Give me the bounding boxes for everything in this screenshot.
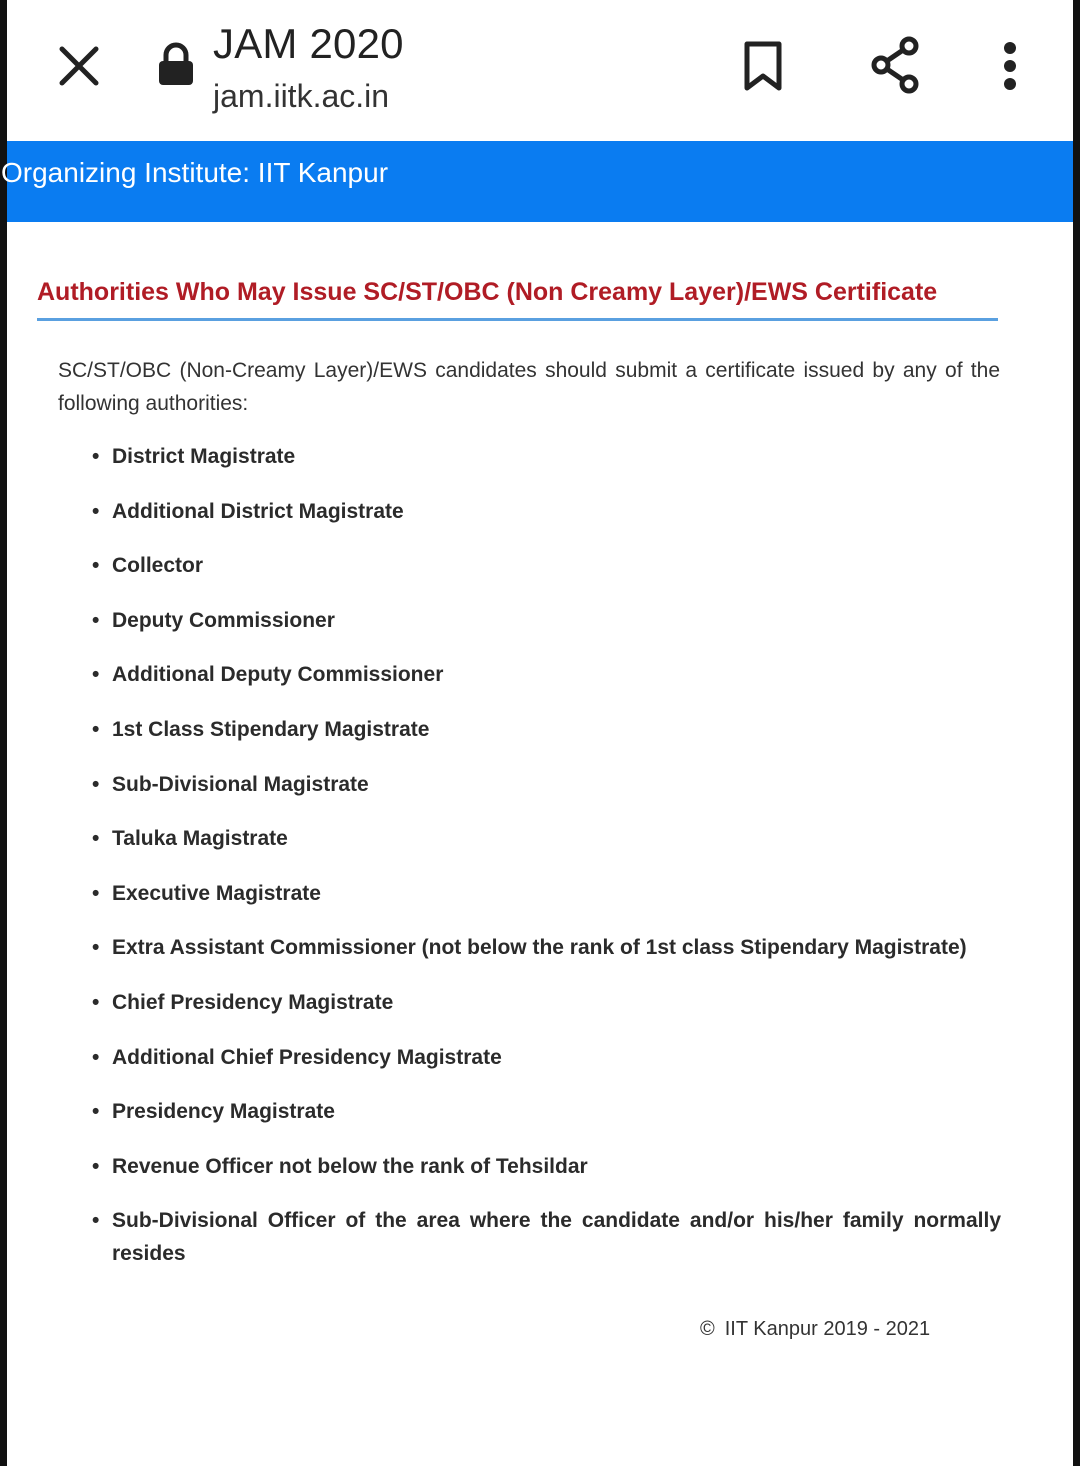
organizing-institute-banner <box>1 141 1073 222</box>
bullet: • <box>92 990 100 1014</box>
authority-label: Sub-Divisional Officer of the area where the candidate and/or his/her family normally resides <box>112 1209 1001 1266</box>
authority-label: 1st Class Stipendary Magistrate <box>112 717 430 741</box>
heading-divider <box>37 318 998 321</box>
footer-text: IIT Kanpur 2019 - 2021 <box>724 1318 931 1340</box>
authority-label: Executive Magistrate <box>112 881 321 905</box>
close-button[interactable] <box>51 38 107 94</box>
more-vert-icon <box>1002 42 1018 90</box>
authority-label: Extra Assistant Commissioner (not below the rank of 1st class Stipendary Magistrate) <box>112 936 967 960</box>
more-options-button[interactable] <box>995 36 1025 96</box>
authority-label: Additional District Magistrate <box>112 499 404 523</box>
footer-copyright <box>700 1314 930 1344</box>
bullet: • <box>92 663 100 687</box>
list-item <box>92 1204 1001 1270</box>
bullet: • <box>92 936 100 960</box>
list-item <box>92 877 1001 910</box>
page-url[interactable]: jam.iitk.ac.in <box>213 78 390 114</box>
screen-edge-left <box>0 0 7 1466</box>
bullet: • <box>92 827 100 851</box>
list-item <box>92 495 1001 528</box>
banner-text: Organizing Institute: IIT Kanpur <box>1 157 389 188</box>
intro-paragraph: SC/ST/OBC (Non-Creamy Layer)/EWS candidates should submit a certificate issued by any of the following authorities: <box>58 359 1000 415</box>
list-item <box>92 549 1001 582</box>
bullet: • <box>92 1209 100 1233</box>
page-title: JAM 2020 <box>213 20 404 67</box>
section-heading: Authorities Who May Issue SC/ST/OBC (Non Creamy Layer)/EWS Certificate <box>37 278 938 306</box>
browser-toolbar <box>7 0 1073 140</box>
authority-label: District Magistrate <box>112 445 296 468</box>
authority-label: Additional Chief Presidency Magistrate <box>112 1045 502 1069</box>
close-icon <box>59 46 99 86</box>
list-item <box>92 931 1001 964</box>
authority-label: Revenue Officer not below the rank of Tehsildar <box>112 1154 588 1178</box>
list-item <box>92 658 1001 691</box>
bullet: • <box>92 554 100 578</box>
list-item <box>92 440 1001 473</box>
bullet: • <box>92 608 100 632</box>
copyright-symbol: © <box>700 1318 715 1340</box>
bullet: • <box>92 1154 100 1178</box>
authority-label: Taluka Magistrate <box>112 827 288 851</box>
list-item <box>92 986 1001 1019</box>
list-item <box>92 1041 1001 1074</box>
list-item <box>92 1150 1001 1183</box>
lock-icon[interactable] <box>157 42 195 86</box>
authority-label: Sub-Divisional Magistrate <box>112 772 369 796</box>
authority-label: Deputy Commissioner <box>112 608 335 632</box>
page-info <box>213 18 404 118</box>
authority-label: Collector <box>112 554 204 578</box>
authority-label: Presidency Magistrate <box>112 1100 335 1124</box>
bullet: • <box>92 445 100 468</box>
bookmark-icon <box>743 40 783 92</box>
bullet: • <box>92 717 100 741</box>
share-icon <box>869 36 921 94</box>
bookmark-button[interactable] <box>735 36 791 96</box>
authorities-list <box>92 440 1001 1292</box>
list-item <box>92 822 1001 855</box>
bullet: • <box>92 881 100 905</box>
bullet: • <box>92 1045 100 1069</box>
list-item <box>92 1095 1001 1128</box>
screen-edge-right <box>1073 0 1080 1466</box>
bullet: • <box>92 499 100 523</box>
authority-label: Chief Presidency Magistrate <box>112 990 394 1014</box>
share-button[interactable] <box>865 34 925 96</box>
authority-label: Additional Deputy Commissioner <box>112 663 444 687</box>
list-item <box>92 604 1001 637</box>
list-item <box>92 713 1001 746</box>
list-item <box>92 768 1001 801</box>
bullet: • <box>92 1100 100 1124</box>
bullet: • <box>92 772 100 796</box>
